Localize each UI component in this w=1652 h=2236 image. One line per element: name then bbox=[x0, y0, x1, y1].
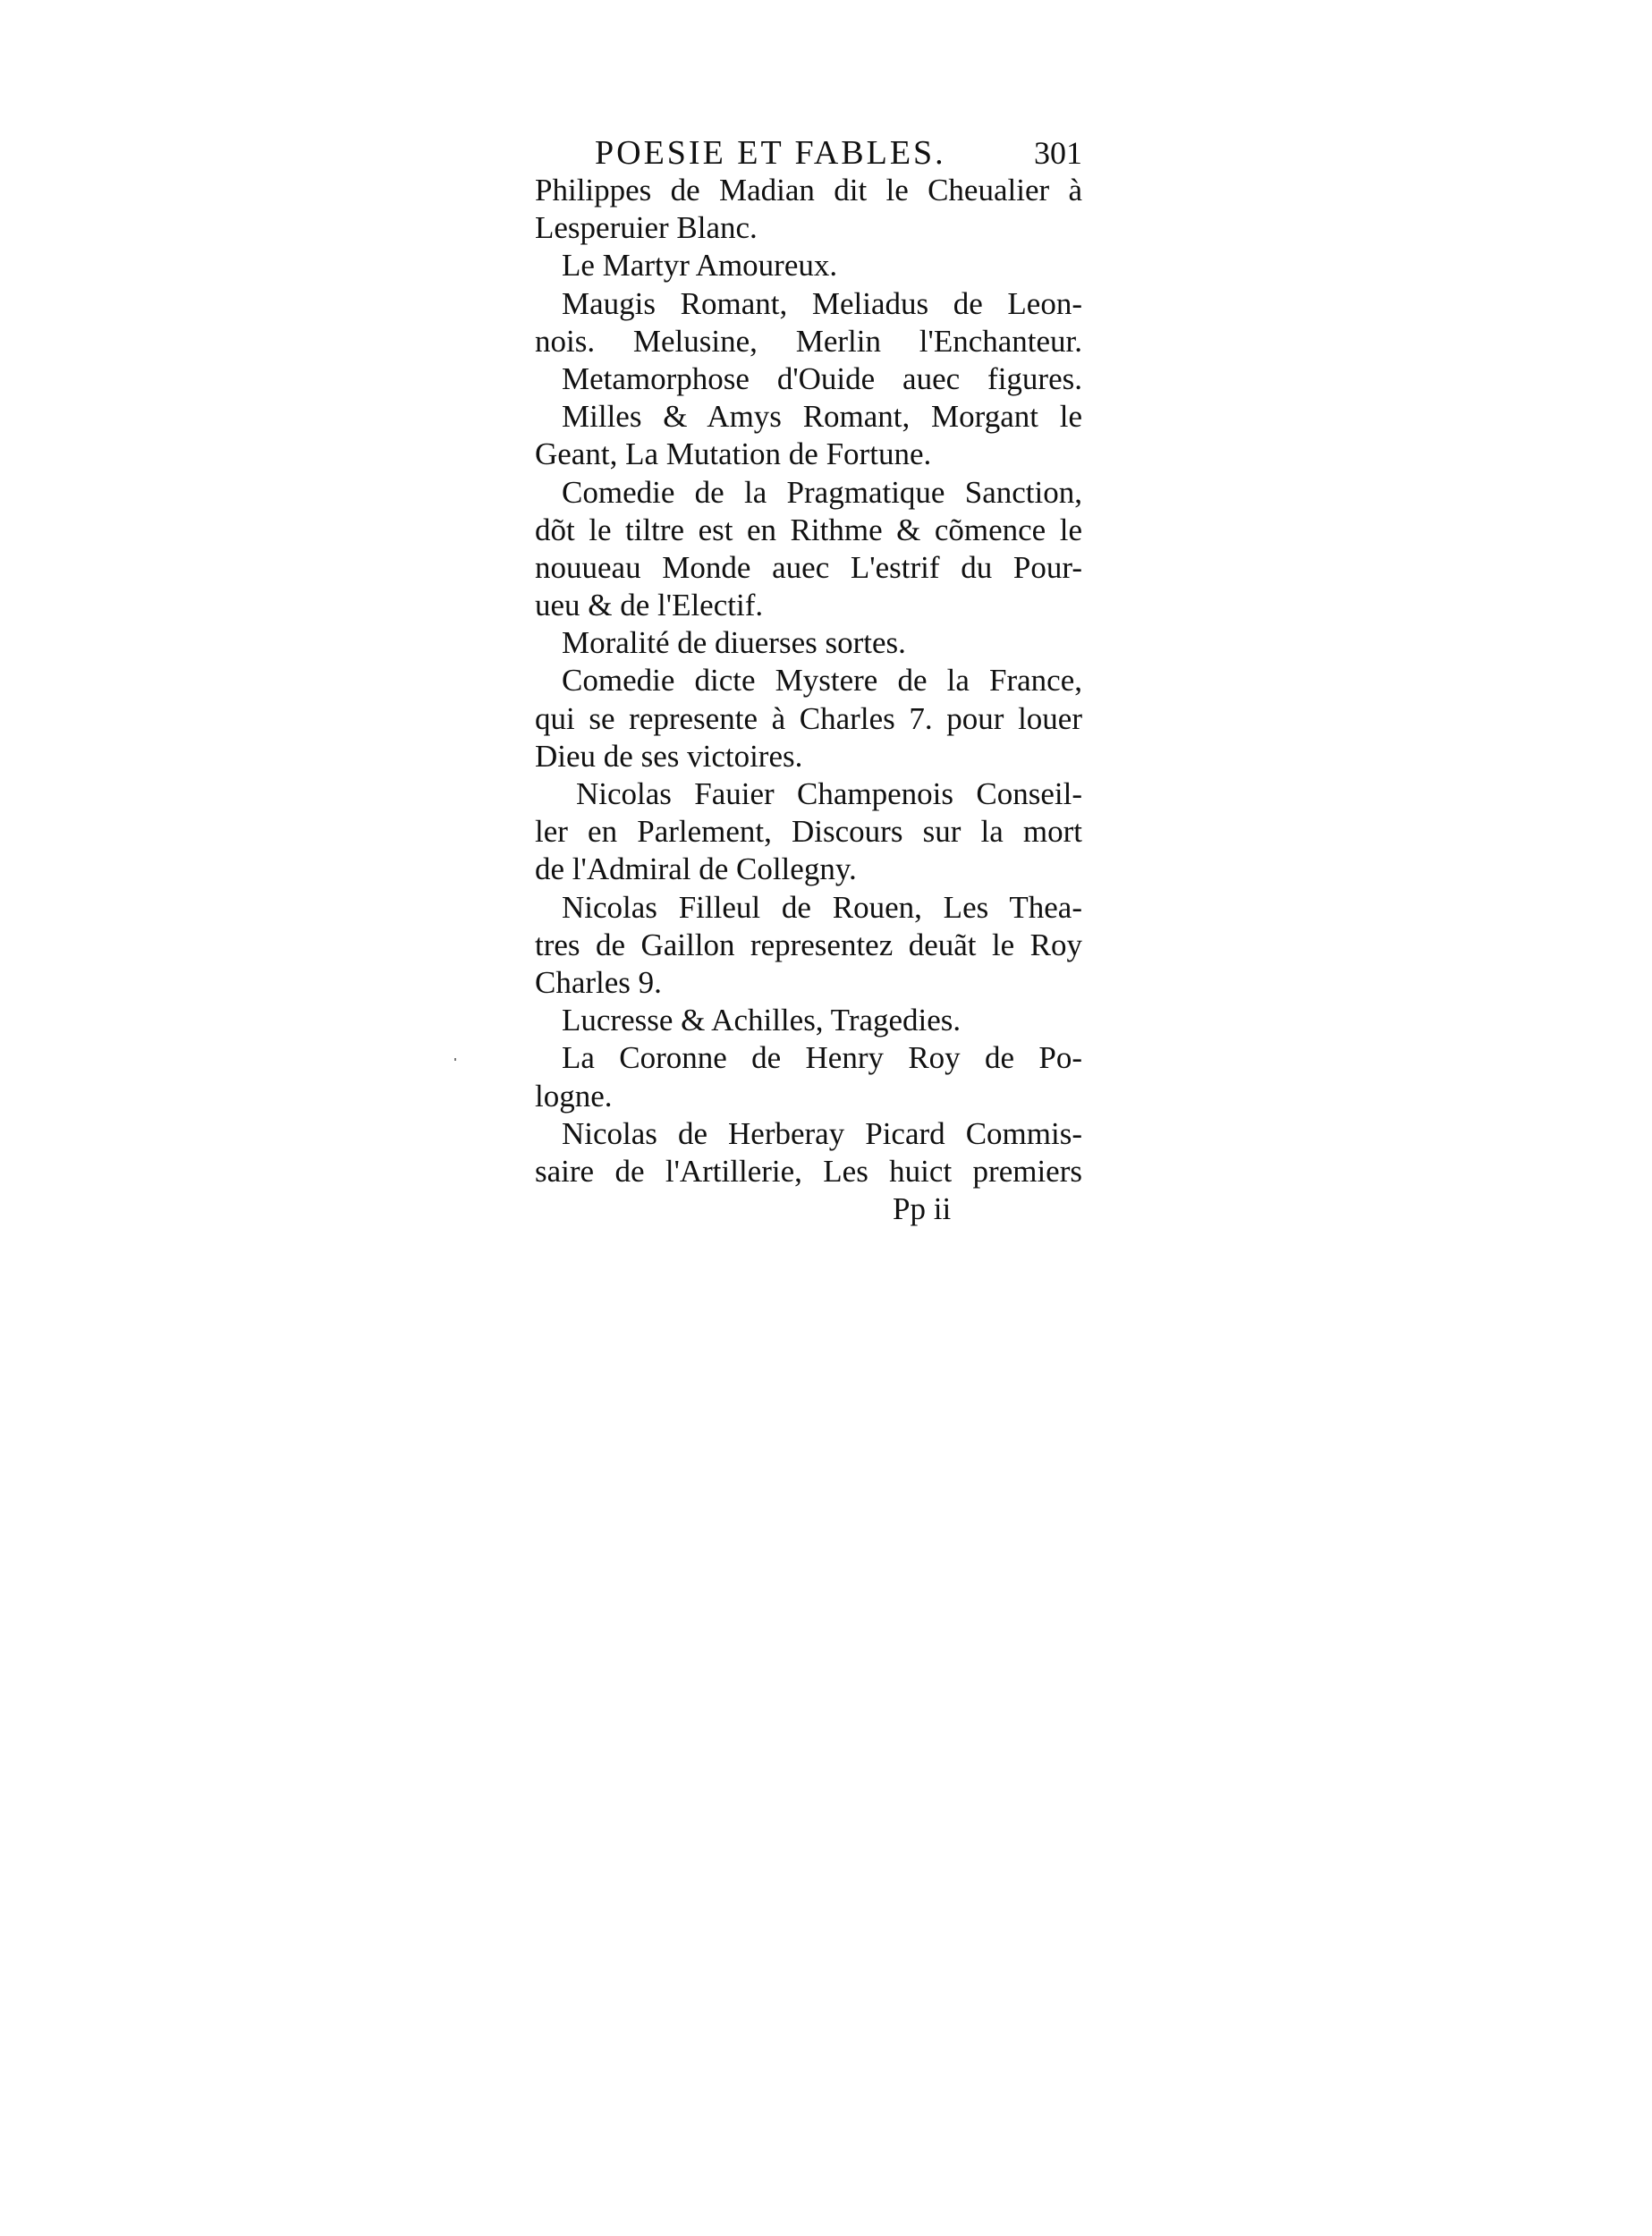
text-line: Metamorphose d'Ouide auec figures. bbox=[562, 360, 1082, 396]
text-line: ler en Parlement, Discours sur la mort bbox=[535, 814, 1082, 850]
text-line: Nicolas Filleul de Rouen, Les Thea- bbox=[562, 889, 1082, 925]
text-line: Lesperuier Blanc. bbox=[535, 210, 758, 246]
text-line: de l'Admiral de Collegny. bbox=[535, 851, 857, 887]
running-header bbox=[535, 134, 1082, 172]
text-line: Comedie dicte Mystere de la France, bbox=[562, 663, 1082, 699]
text-line: ueu & de l'Electif. bbox=[535, 588, 764, 623]
text-line: Philippes de Madian dit le Cheualier à bbox=[535, 173, 1082, 208]
signature-mark: Pp ii bbox=[893, 1191, 952, 1227]
text-line: saire de l'Artillerie, Les huict premiers bbox=[535, 1153, 1082, 1189]
text-line: Nicolas de Herberay Picard Commis- bbox=[562, 1115, 1082, 1151]
text-line: nouueau Monde auec L'estrif du Pour- bbox=[535, 549, 1082, 585]
text-line: Nicolas Fauier Champenois Conseil- bbox=[576, 776, 1082, 811]
page-number: 301 bbox=[1034, 135, 1082, 171]
text-line: Maugis Romant, Meliadus de Leon- bbox=[562, 285, 1082, 321]
text-line: Dieu de ses victoires. bbox=[535, 738, 803, 774]
text-line: La Coronne de Henry Roy de Po- bbox=[562, 1040, 1082, 1076]
text-line: Charles 9. bbox=[535, 964, 662, 1000]
text-line: Le Martyr Amoureux. bbox=[562, 248, 838, 284]
text-line: Geant, La Mutation de Fortune. bbox=[535, 436, 932, 472]
text-line: Comedie de la Pragmatique Sanction, bbox=[562, 474, 1082, 510]
text-line: Moralité de diuerses sortes. bbox=[562, 625, 906, 661]
text-column bbox=[535, 134, 1082, 1228]
text-line: logne. bbox=[535, 1078, 613, 1114]
text-line: dõt le tiltre est en Rithme & cõmence le bbox=[535, 512, 1082, 547]
text-line: Milles & Amys Romant, Morgant le bbox=[562, 399, 1082, 435]
text-line: qui se represente à Charles 7. pour louer bbox=[535, 700, 1082, 736]
text-line: tres de Gaillon representez deuãt le Roy bbox=[535, 927, 1082, 962]
text-line: nois. Melusine, Merlin l'Enchanteur. bbox=[535, 323, 1082, 359]
text-line: Lucresse & Achilles, Tragedies. bbox=[562, 1003, 962, 1038]
running-title: POESIE ET FABLES. bbox=[595, 134, 946, 172]
margin-speck bbox=[454, 1058, 456, 1061]
